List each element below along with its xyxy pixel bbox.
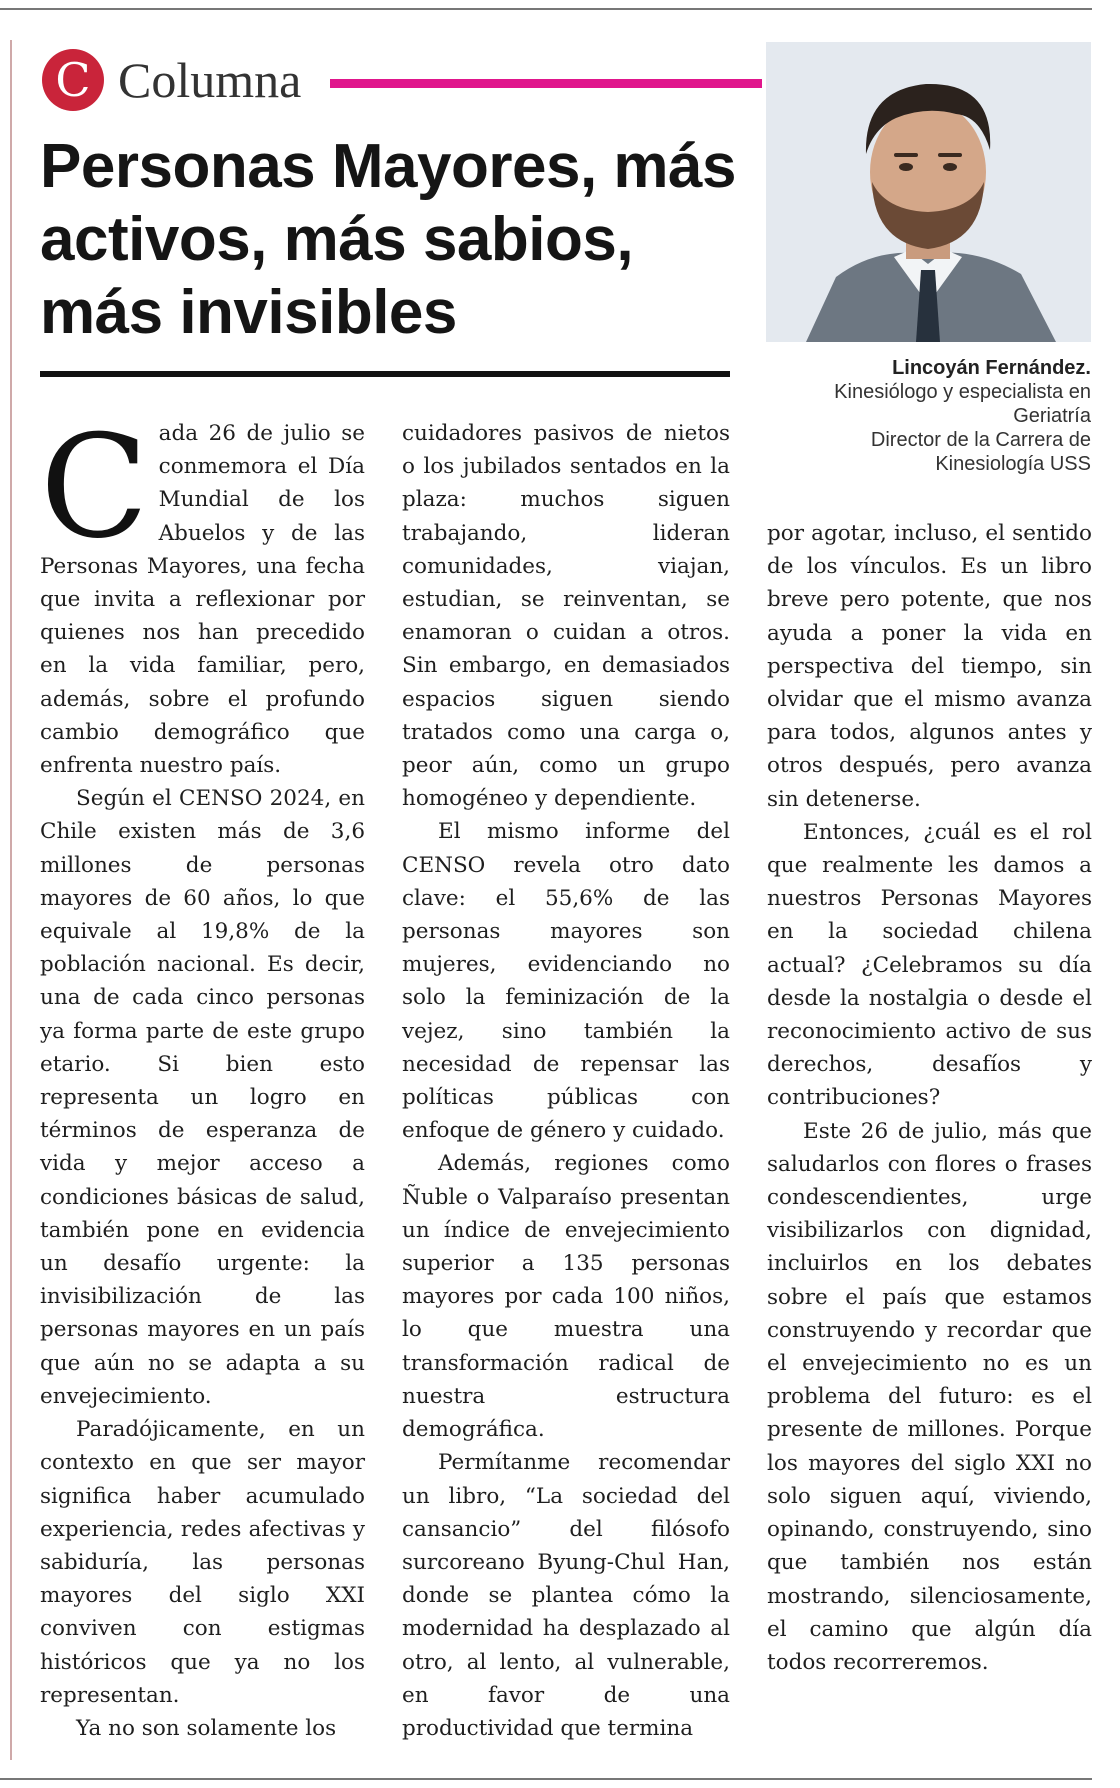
body-column-1 — [40, 405, 365, 1745]
section-accent-rule — [330, 79, 762, 88]
author-portrait-icon — [766, 42, 1091, 342]
author-role-specialty: Kinesiólogo y especialista en Geriatría — [834, 381, 1091, 427]
headline: Personas Mayores, más activos, más sabios, más invisibles — [40, 132, 736, 347]
paragraph: cuidadores pasivos de nietos o los jubilados sentados en la plaza: muchos siguen trabajando, lideran comunidades, viajan, estudian, se reinventan, se enamoran o cuidan a otros. Sin embargo, en demasiados espacios siguen siendo tratados como una carga o, peor aún, como un grupo homogéneo y dependiente. — [402, 421, 730, 812]
drop-cap: C — [40, 405, 149, 570]
section-label: Columna — [118, 52, 302, 108]
paragraph: Entonces, ¿cuál es el rol que realmente les damos a nuestros Personas Mayores en la sociedad chilena actual? ¿Celebramos su día desde la nostalgia o desde el reconocimiento activo de sus derechos, desafíos y contribuciones? — [767, 819, 1092, 1111]
paragraph: El mismo informe del CENSO revela otro dato clave: el 55,6% de las personas mayores son mujeres, evidenciando no solo la feminización de la vejez, sino también la necesidad de repensar las políticas públicas con enfoque de género y cuidado. — [402, 819, 730, 1144]
paragraph: Este 26 de julio, más que saludarlos con flores o frases condescendientes, urge visibilizarlos con dignidad, incluirlos en los debates sobre el país que estamos construyendo y recordar que el envejecimiento no es un problema del futuro: es el presente de millones. Porque los mayores del siglo XXI no solo siguen aquí, viviendo, opinando, construyendo, sino que también nos están mostrando, silenciosamente, el camino que algún día todos recorreremos. — [767, 1118, 1092, 1675]
headline-rule — [40, 371, 730, 377]
body-column-3 — [767, 517, 1092, 1679]
body-column-2 — [402, 417, 730, 1745]
paragraph-text: ada 26 de julio se conmemora el Día Mundial de los Abuelos y de las Personas Mayores, una fecha que invita a reflexionar por quienes nos han precedido en la vida familiar, pero, además, sobre el profundo cambio demográfico que enfrenta nuestro país. — [40, 421, 365, 779]
bottom-border — [0, 1778, 1092, 1780]
paragraph: Además, regiones como Ñuble o Valparaíso presentan un índice de envejecimiento superior a 135 personas mayores por cada 100 niños, lo que muestra una transformación radical de nuestra estructura demográfica. — [402, 1151, 730, 1443]
paragraph: Ya no son solamente los — [76, 1715, 337, 1741]
author-credit — [766, 356, 1091, 476]
top-border — [0, 8, 1092, 10]
section-badge-icon: C — [42, 49, 104, 111]
paragraph: Según el CENSO 2024, en Chile existen más de 3,6 millones de personas mayores de 60 años, lo que equivale al 19,8% de la población nacional. Es decir, una de cada cinco personas ya forma parte de este grupo etario. Si bien esto representa un logro en términos de esperanza de vida y mejor acceso a condiciones básicas de salud, también pone en evidencia un desafío urgente: la invisibilización de las personas mayores en un país que aún no se adapta a su envejecimiento. — [40, 786, 365, 1409]
paragraph: Paradójicamente, en un contexto en que ser mayor significa haber acumulado experiencia, redes afectivas y sabiduría, las personas mayores del siglo XXI conviven con estigmas históricos que ya no los representan. — [40, 1417, 365, 1708]
paragraph: Permítanme recomendar un libro, “La sociedad del cansancio” del filósofo surcoreano Byung-Chul Han, donde se plantea cómo la modernidad ha desplazado al otro, al lento, al vulnerable, en favor de una productividad que termina — [402, 1450, 730, 1741]
paragraph: por agotar, incluso, el sentido de los vínculos. Es un libro breve pero potente, que nos ayuda a poner la vida en perspectiva del tiempo, sin olvidar que el mismo avanza para todos, algunos antes y otros después, pero avanza sin detenerse. — [767, 521, 1092, 812]
paragraph — [40, 405, 365, 782]
author-name: Lincoyán Fernández. — [892, 357, 1091, 379]
author-role-director: Director de la Carrera de Kinesiología USS — [870, 429, 1091, 475]
left-border — [10, 40, 12, 1760]
